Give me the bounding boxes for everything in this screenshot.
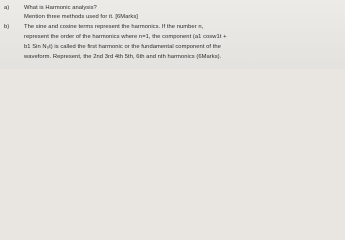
question-a-label: a) (4, 5, 10, 11)
question-b-label: b) (4, 24, 10, 30)
question-b-line-4: waveform. Represent, the 2nd 3rd 4th 5th, 6th and nth harmonics (6Marks). (24, 54, 222, 60)
question-b-line-1: The sine and cosine terms represent the harmonics. If the number n, (24, 24, 204, 30)
question-b-line-2: represent the order of the harmonics where n=1, the component (a1 cosw1t + (24, 34, 227, 40)
question-a-line-1: What is Harmonic analysis? (24, 5, 97, 11)
question-b-line-3: b1 Sin N₀t) is called the first harmonic or the fundamental component of the (24, 44, 221, 50)
question-a-line-2: Mention three methods used for it. [6Marks] (24, 14, 138, 20)
document-page (0, 0, 345, 69)
